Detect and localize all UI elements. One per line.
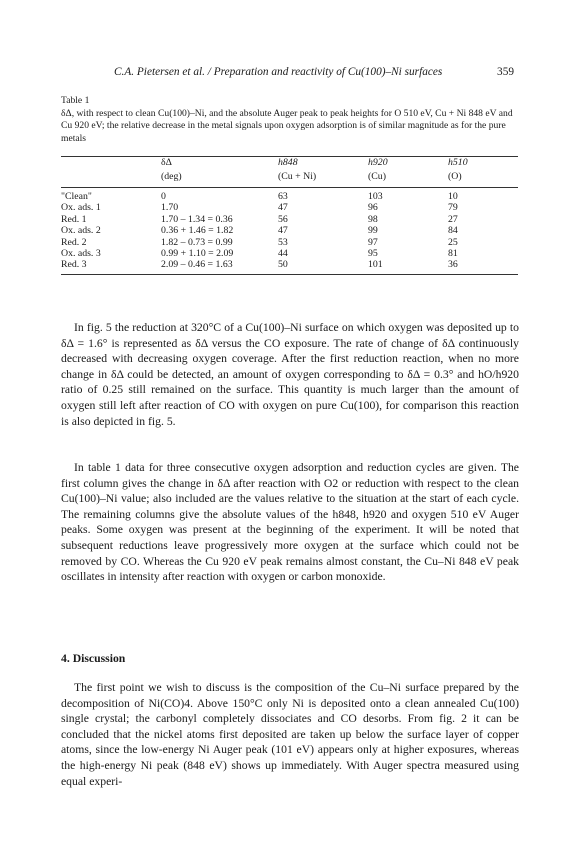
paragraph-text: In fig. 5 the reduction at 320°C of a Cu(100)–Ni surface on which oxygen was deposited up to δΔ = 1.6° is represented as δΔ versus the CO exposure. The rate of change of δΔ continuously decreased with decreasing oxygen coverage. After the first reduction reaction, when no more change in δΔ could be detected, an amount of oxygen corresponding to δΔ = 0.3° and hO/h920 ratio of 0.25 still remained on the surface. This quantity is much larger than the amount of oxygen still left after reaction of CO with oxygen on pure Cu(100), for comparison this reaction is also depicted in fig. 5. <box>61 321 519 428</box>
header-bottom-3: (Cu) <box>368 171 386 182</box>
table-cell: Red. 3 <box>61 259 87 271</box>
table-row <box>61 248 518 259</box>
table-cell: 98 <box>368 213 378 225</box>
table-cell: 27 <box>448 213 458 225</box>
table-cell: 96 <box>368 202 378 214</box>
paragraph-text: In table 1 data for three consecutive oxygen adsorption and reduction cycles are given. The first column gives the change in δΔ after reaction with O2 or reduction with respect to the clean Cu(100)–Ni value; also included are the values relative to the situation at the start of each cycle. The remaining columns give the absolute values of the h848, h920 and oxygen 510 eV Auger peaks. Some oxygen was present at the beginning of the experiment. It will be noted that subsequent reductions leave progressively more oxygen at the surface which could not be removed by CO. Whereas the Cu 920 eV peak remains almost constant, the Cu–Ni 848 eV peak oscillates in intensity after reaction with oxygen or carbon monoxide. <box>61 461 519 584</box>
table-row <box>61 214 518 225</box>
paragraph-3 <box>61 680 519 789</box>
table-cell: 50 <box>278 259 288 271</box>
table-cell: 0 <box>161 191 166 202</box>
page-number: 359 <box>497 66 514 78</box>
table-row <box>61 237 518 248</box>
paragraph-2 <box>61 460 519 585</box>
table-subheader-row <box>61 171 518 187</box>
table-cell: Red. 1 <box>61 213 87 225</box>
table-cell: 47 <box>278 225 288 237</box>
running-head <box>96 66 514 82</box>
table-cell: 103 <box>368 191 383 202</box>
table-cell: 10 <box>448 191 458 202</box>
paragraph-text: The first point we wish to discuss is the composition of the Cu–Ni surface prepared by the decomposition of Ni(CO)4. Above 150°C only Ni is deposited onto a clean annealed Cu(100) single crystal; the carbonyl completely dissociates and CO desorbs. From fig. 2 it can be concluded that the nickel atoms first deposited are taken up below the surface layer of copper atoms, since the low-energy Ni Auger peak (101 eV) appears only at higher exposures, whereas the high-energy Ni peak (848 eV) shows up immediately. With Auger spectra measured using equal experi- <box>61 681 519 788</box>
table-caption: δΔ, with respect to clean Cu(100)–Ni, and the absolute Auger peak to peak heights for O 510 eV, Cu + Ni 848 eV and Cu 920 eV; the relative decrease in the metal signals upon oxygen adsorption is of similar magnitude as for the pure metals <box>61 107 513 144</box>
table-cell: 84 <box>448 225 458 237</box>
table-cell: 97 <box>368 236 378 248</box>
table-bottom-rule <box>61 274 518 275</box>
table-cell: 53 <box>278 236 288 248</box>
table-cell: 36 <box>448 259 458 271</box>
table-cell: 1.70 <box>161 202 179 214</box>
table-cell: 63 <box>278 191 288 202</box>
table-cell: 79 <box>448 202 458 214</box>
table-header-row <box>61 157 518 171</box>
data-table <box>61 156 518 275</box>
table-cell: 0.99 + 1.10 = 2.09 <box>161 248 234 260</box>
table-row <box>61 191 518 202</box>
table-cell: 81 <box>448 248 458 260</box>
table-cell: 1.70 – 1.34 = 0.36 <box>161 213 233 225</box>
header-top-3: h920 <box>368 157 388 168</box>
section-heading: 4. Discussion <box>61 652 126 665</box>
table-cell: 0.36 + 1.46 = 1.82 <box>161 225 234 237</box>
table-cell: 1.82 – 0.73 = 0.99 <box>161 236 233 248</box>
table-row <box>61 259 518 270</box>
table-cell: 95 <box>368 248 378 260</box>
header-bottom-1: (deg) <box>161 171 182 182</box>
paragraph-1 <box>61 320 519 429</box>
table-cell: Ox. ads. 2 <box>61 225 101 237</box>
table-row <box>61 202 518 213</box>
table-cell: 25 <box>448 236 458 248</box>
header-bottom-0 <box>61 171 161 187</box>
table-cell: Red. 2 <box>61 236 87 248</box>
header-top-2: h848 <box>278 157 298 168</box>
running-head-title: C.A. Pietersen et al. / Preparation and reactivity of Cu(100)–Ni surfaces <box>114 66 443 78</box>
table-cell: 101 <box>368 259 383 271</box>
header-top-1: δΔ <box>161 157 172 168</box>
table-cell: 99 <box>368 225 378 237</box>
table-row <box>61 225 518 236</box>
table-cell: 56 <box>278 213 288 225</box>
table-cell: 44 <box>278 248 288 260</box>
table-cell: 2.09 – 0.46 = 1.63 <box>161 259 233 271</box>
header-bottom-4: (O) <box>448 171 462 182</box>
table-cell: "Clean" <box>61 191 92 202</box>
table-label: Table 1 <box>61 95 90 106</box>
table-caption-block <box>61 95 521 145</box>
table-cell: 47 <box>278 202 288 214</box>
header-top-0 <box>61 157 161 171</box>
header-bottom-2: (Cu + Ni) <box>278 171 317 182</box>
header-top-4: h510 <box>448 157 468 168</box>
table-cell: Ox. ads. 1 <box>61 202 101 214</box>
table-cell: Ox. ads. 3 <box>61 248 101 260</box>
